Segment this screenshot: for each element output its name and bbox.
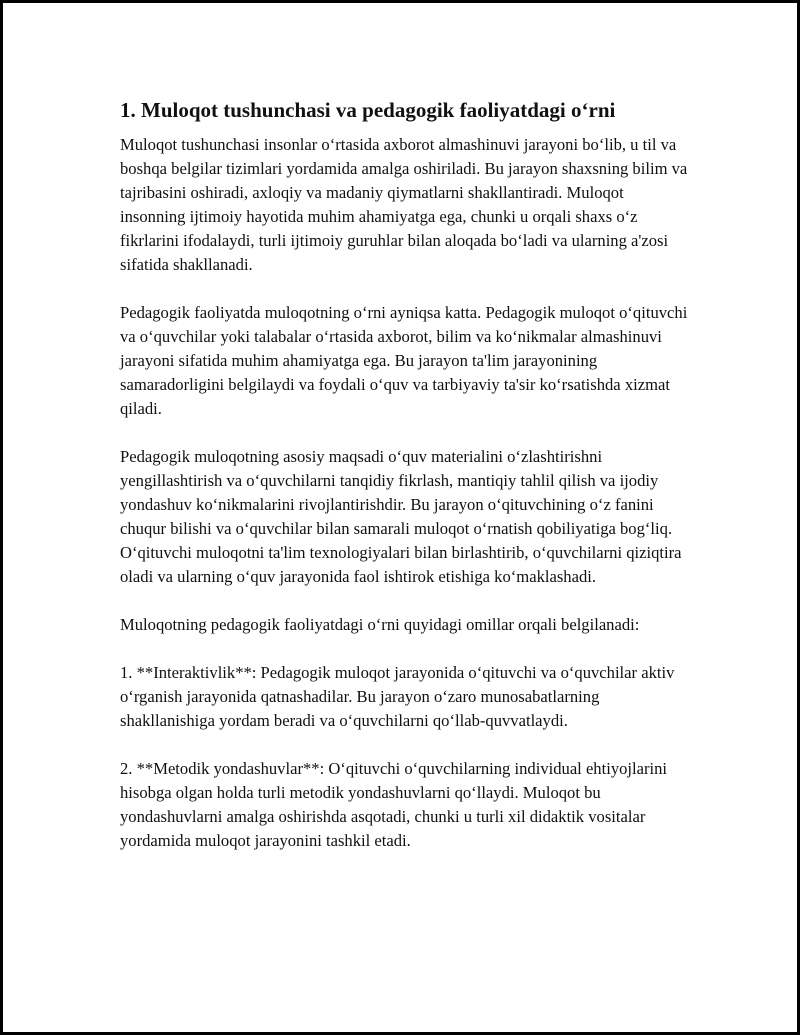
document-body bbox=[120, 97, 690, 877]
list-item-methodical-approaches: 2. **Metodik yondashuvlar**: O‘qituvchi o‘quvchilarning individual ehtiyojlarini hisobga olgan holda turli metodik yondashuvlarni qo‘llaydi. Muloqot bu yondashuvlarni amalga oshirishda asqotadi, chunki u turli xil didaktik vositalar yordamida muloqot jarayonini tashkil etadi. bbox=[120, 759, 668, 850]
paragraph-main-goal: Pedagogik muloqotning asosiy maqsadi o‘quv materialini o‘zlashtirishni yengillashtirish va o‘quvchilarni tanqidiy fikrlash, mantiqiy tahlil qilish va ijodiy yondashuv ko‘nikmalarini rivojlantirishdir. Bu jarayon o‘qituvchining o‘z fanini chuqur bilishi va o‘quvchilar bilan samarali muloqot o‘rnatish qobiliyatiga bog‘liq. O‘qituvchi muloqotni ta'lim texnologiyalari bilan birlashtirib, o‘quvchilarni qiziqtira oladi va ularning o‘quv jarayonida faol ishtirok etishiga ko‘maklashadi. bbox=[120, 447, 682, 586]
paragraph-factors-intro: Muloqotning pedagogik faoliyatdagi o‘rni quyidagi omillar orqali belgilanadi: bbox=[120, 615, 640, 634]
paragraph-pedagogical-role: Pedagogik faoliyatda muloqotning o‘rni ayniqsa katta. Pedagogik muloqot o‘qituvchi va o‘quvchilar yoki talabalar o‘rtasida axborot, bilim va ko‘nikmalar almashinuvi jarayoni sifatida muhim ahamiyatga ega. Bu jarayon ta'lim jarayonining samaradorligini belgilaydi va foydali o‘quv va tarbiyaviy ta'sir ko‘rsatishda xizmat qiladi. bbox=[120, 303, 688, 418]
list-item-interactivity: 1. **Interaktivlik**: Pedagogik muloqot jarayonida o‘qituvchi va o‘quvchilar aktiv o‘rganish jarayonida qatnashadilar. Bu jarayon o‘zaro munosabatlarning shakllanishiga yordam beradi va o‘quvchilarni qo‘llab-quvvatlaydi. bbox=[120, 663, 675, 730]
paragraph-intro: Muloqot tushunchasi insonlar o‘rtasida axborot almashinuvi jarayoni bo‘lib, u til va boshqa belgilar tizimlari yordamida amalga oshiriladi. Bu jarayon shaxsning bilim va tajribasini oshiradi, axloqiy va madaniy qiymatlarni shakllantiradi. Muloqot insonning ijtimoiy hayotida muhim ahamiyatga ega, chunki u orqali shaxs o‘z fikrlarini ifodalaydi, turli ijtimoiy guruhlar bilan aloqada bo‘ladi va ularning a'zosi sifatida shakllanadi. bbox=[120, 135, 688, 274]
section-heading: 1. Muloqot tushunchasi va pedagogik faoliyatdagi o‘rni bbox=[120, 98, 616, 122]
